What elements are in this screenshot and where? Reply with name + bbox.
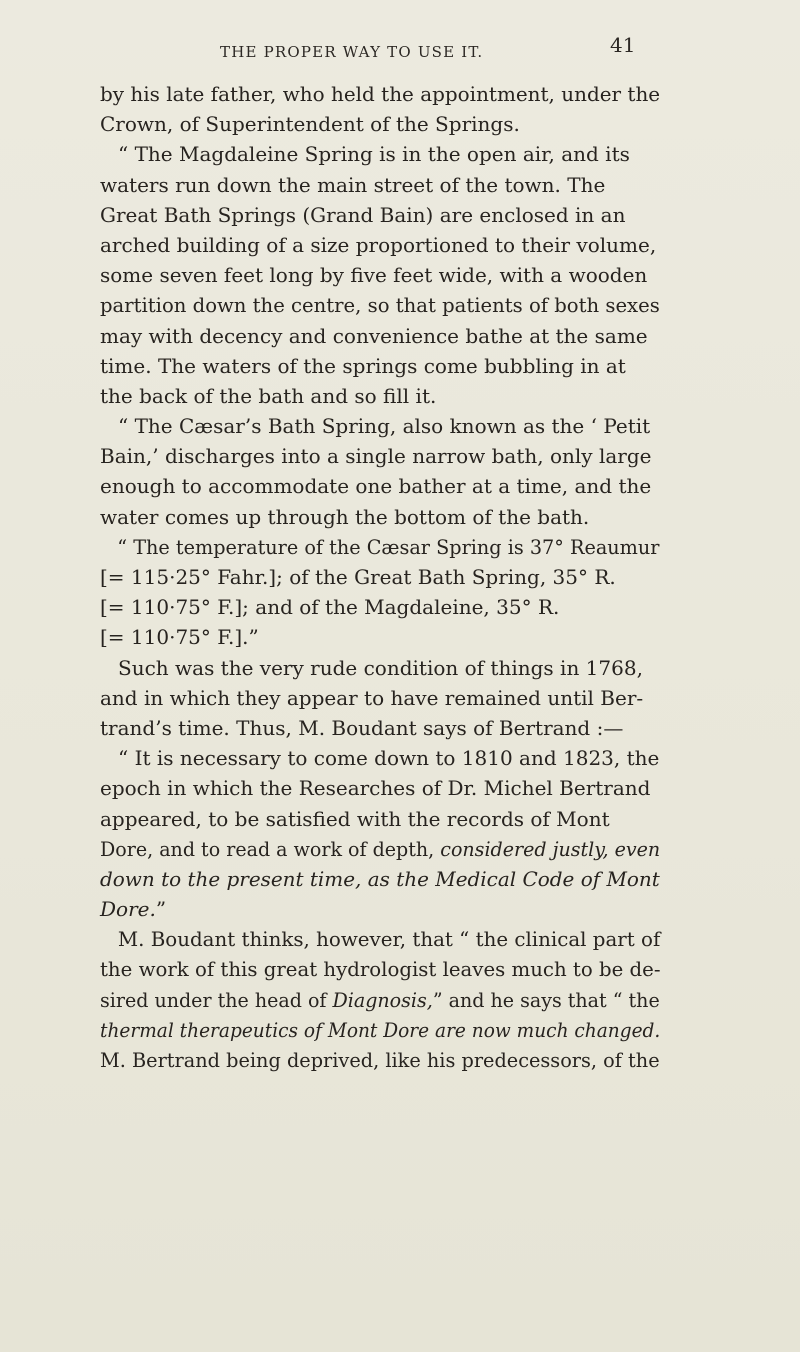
text-line [100, 441, 660, 471]
text-line [100, 502, 660, 532]
text-line [100, 200, 660, 230]
text-line [100, 773, 660, 803]
text-line [100, 230, 660, 260]
text-line-content: thermal therapeutics of Mont Dore are now much changed. [100, 1017, 661, 1042]
text-line-content: epoch in which the Researches of Dr. Michel Bertrand [100, 776, 651, 801]
text-line [100, 592, 660, 622]
text-line [100, 653, 660, 683]
text-line [100, 411, 660, 441]
text-line [100, 683, 660, 713]
text-line [100, 79, 659, 109]
text-line-content: partition down the centre, so that patients of both sexes [100, 293, 660, 318]
text-line-content: Bain,’ discharges into a single narrow bath, only large [100, 444, 652, 469]
text-line [100, 954, 661, 984]
text-line-content: some seven feet long by five feet wide, with a wooden [100, 263, 648, 288]
body-text [100, 79, 660, 1075]
text-line [100, 1045, 660, 1075]
text-line [100, 622, 660, 652]
text-line-content: [= 115·25° Fahr.]; of the Great Bath Spring, 35° R. [100, 565, 616, 589]
text-line-content: Dore. [100, 897, 156, 922]
text-line-content: “ The Cæsar’s Bath Spring, also known as the ‘ Petit [118, 414, 651, 439]
text-line [100, 864, 659, 894]
text-line [100, 743, 660, 773]
text-line-roman-tail: ” and he says that “ the [432, 987, 660, 1012]
text-line-italic-tail: Diagnosis, [332, 987, 433, 1012]
text-line-content: appeared, to be satisfied with the records of Mont [100, 806, 610, 831]
text-line [100, 834, 661, 864]
text-line-content: may with decency and convenience bathe at the same [100, 323, 648, 348]
text-line-content: “ The Magdaleine Spring is in the open air, and its [118, 142, 630, 167]
page-header [0, 0, 800, 70]
text-line [100, 260, 660, 290]
text-line-content: sired under the head of [100, 987, 327, 1012]
text-line-content: [= 110·75° F.].” [100, 625, 259, 650]
text-line [100, 471, 660, 501]
text-line-italic-tail: considered justly, even [440, 836, 661, 861]
page-number: 41 [610, 33, 636, 57]
text-line-content: Such was the very rude condition of things in 1768, [118, 655, 643, 680]
text-line [100, 109, 660, 139]
text-line-content: the work of this great hydrologist leaves much to be de- [100, 957, 661, 982]
text-line [100, 321, 660, 351]
text-line [100, 1015, 661, 1045]
text-line [100, 532, 660, 562]
text-line [100, 562, 660, 592]
text-line-content: down to the present time, as the Medical Code of Mont [100, 866, 660, 891]
text-line-content: and in which they appear to have remained until Ber- [100, 685, 644, 710]
text-line [100, 894, 660, 924]
text-line-content: time. The waters of the springs come bubbling in at [100, 353, 626, 378]
text-line [100, 290, 660, 320]
text-line-content: “ It is necessary to come down to 1810 and 1823, the [118, 746, 660, 771]
text-line-content: Great Bath Springs (Grand Bain) are enclosed in an [100, 202, 626, 227]
text-line-roman-tail: ” [155, 897, 167, 922]
text-line [100, 170, 660, 200]
text-line-content: waters run down the main street of the town. The [100, 172, 606, 197]
text-line-content: enough to accommodate one bather at a time, and the [100, 474, 652, 499]
text-line-content: by his late father, who held the appointment, under the [100, 82, 661, 106]
text-line [100, 924, 661, 954]
running-head: THE PROPER WAY TO USE IT. [220, 43, 484, 61]
text-line [100, 985, 660, 1015]
text-line-content: the back of the bath and so fill it. [100, 383, 437, 408]
text-line [100, 351, 660, 381]
text-line-content: arched building of a size proportioned to their volume, [100, 232, 657, 257]
text-line-content: “ The temperature of the Cæsar Spring is 37° Reaumur [117, 534, 660, 559]
text-line-content: Dore, and to read a work of depth, [100, 836, 435, 861]
text-line [100, 713, 660, 743]
text-line-content: M. Bertrand being deprived, like his predecessors, of the [100, 1048, 660, 1072]
text-line [100, 381, 660, 411]
text-line-content: water comes up through the bottom of the bath. [100, 504, 590, 529]
text-line-content: trand’s time. Thus, M. Boudant says of Bertrand :— [100, 715, 624, 740]
text-line [100, 804, 660, 834]
text-line-content: [= 110·75° F.]; and of the Magdaleine, 35° R. [100, 595, 560, 620]
text-line-content: M. Boudant thinks, however, that “ the clinical part of [117, 927, 661, 952]
text-line-content: Crown, of Superintendent of the Springs. [100, 112, 520, 137]
text-line [100, 139, 660, 169]
